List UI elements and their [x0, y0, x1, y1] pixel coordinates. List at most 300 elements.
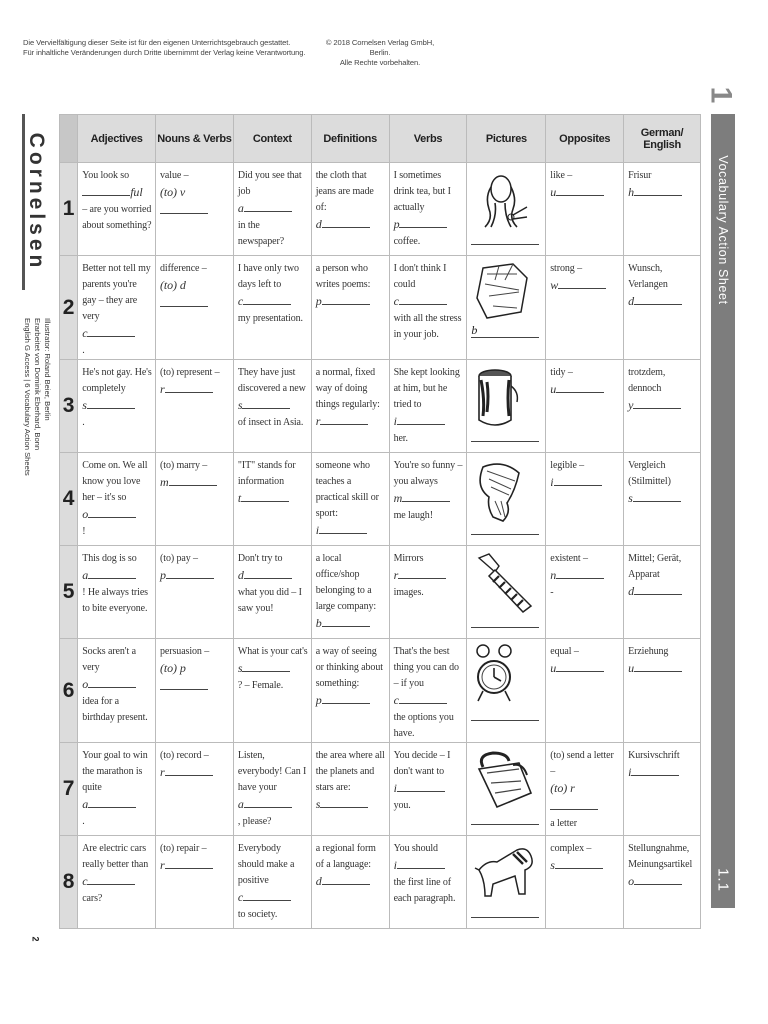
answer-blank[interactable]	[166, 567, 214, 579]
cell-content	[624, 256, 700, 311]
answer-blank[interactable]	[322, 615, 370, 627]
answer-letter: c	[393, 294, 399, 308]
answer-letter: i	[628, 765, 632, 779]
cell-pictures	[467, 256, 546, 360]
row-number: 4	[60, 453, 78, 546]
cell-content	[546, 639, 623, 678]
cell-verbs	[389, 743, 467, 836]
answer-field[interactable]	[550, 857, 620, 875]
answer-letter: s	[82, 398, 87, 412]
answer-letter: w	[550, 278, 559, 292]
answer-blank[interactable]	[87, 397, 135, 409]
answer-field[interactable]	[160, 277, 230, 313]
answer-field[interactable]	[82, 796, 152, 814]
cell-content	[234, 453, 311, 508]
cell-content	[312, 360, 389, 431]
prompt-text: existent –	[550, 553, 588, 564]
answer-field[interactable]	[238, 200, 308, 218]
answer-field[interactable]	[550, 567, 620, 585]
column-header: Opposites	[546, 115, 624, 163]
answer-blank[interactable]	[82, 184, 130, 196]
answer-letter: r	[160, 765, 165, 779]
prompt-text: Vergleich (Stilmittel)	[628, 460, 671, 487]
answer-blank[interactable]	[242, 660, 290, 672]
cell-content	[234, 256, 311, 327]
cell-german-english	[624, 743, 701, 836]
answer-field[interactable]	[160, 184, 230, 220]
answer-letter: o	[628, 874, 635, 888]
answer-field[interactable]	[316, 413, 386, 431]
prompt-text: You decide – I don't want to	[393, 750, 451, 777]
answer-line[interactable]	[471, 244, 539, 245]
column-header: Nouns & Verbs	[156, 115, 234, 163]
cell-german-english	[624, 836, 701, 929]
cell-context	[233, 639, 311, 743]
answer-letter: d	[315, 874, 322, 888]
prompt-text-after: images.	[393, 587, 424, 598]
answer-blank[interactable]	[87, 325, 135, 337]
answer-line[interactable]	[471, 917, 539, 918]
answer-line[interactable]	[471, 627, 539, 628]
cell-definitions	[311, 256, 389, 360]
cell-content	[312, 163, 389, 234]
cell-content	[546, 163, 623, 202]
answer-field[interactable]	[394, 293, 464, 311]
prompt-text: the cloth that jeans are made of:	[315, 170, 374, 213]
prompt-text: "IT" stands for information	[237, 460, 296, 487]
answer-blank[interactable]	[556, 567, 604, 579]
credit-series: English G Access | 6 Vocabulary Action Sheets	[23, 318, 32, 476]
answer-blank[interactable]	[243, 889, 291, 901]
cell-content	[312, 743, 389, 814]
answer-letter: (to) v	[160, 185, 186, 199]
cell-opposites	[546, 163, 624, 256]
picture-cell	[467, 743, 545, 829]
prompt-text-after: a letter	[550, 818, 577, 829]
picture-cell	[467, 256, 545, 342]
publisher-notice	[320, 38, 440, 68]
prompt-text: tidy –	[550, 367, 573, 378]
row-number: 2	[60, 256, 78, 360]
prompt-text: like –	[550, 170, 573, 181]
cell-content	[78, 639, 155, 726]
answer-field[interactable]	[238, 397, 308, 415]
cell-pictures	[467, 546, 546, 639]
answer-field[interactable]	[316, 522, 386, 540]
prompt-text-after: !	[82, 526, 86, 537]
page-number: 2	[30, 936, 41, 942]
prompt-text-after: .	[82, 417, 85, 428]
answer-line[interactable]	[471, 824, 539, 825]
answer-letter: c	[82, 874, 88, 888]
cell-verbs	[389, 639, 467, 743]
prompt-text-after: what you did – I saw you!	[237, 587, 302, 614]
answer-blank[interactable]	[399, 692, 447, 704]
prompt-text: I don't think I could	[393, 263, 447, 290]
answer-letter: b	[315, 616, 322, 630]
prompt-text: You look so	[82, 170, 129, 181]
cell-german-english	[624, 453, 701, 546]
answer-field[interactable]	[394, 857, 464, 875]
prompt-text: a way of seeing or thinking about something:	[315, 646, 383, 689]
answer-blank[interactable]	[322, 216, 370, 228]
prompt-text: Everybody should make a positive	[237, 843, 295, 886]
prompt-text: persuasion –	[160, 646, 210, 657]
answer-field[interactable]	[628, 490, 697, 508]
answer-field[interactable]	[550, 474, 620, 492]
cell-adjectives	[78, 256, 156, 360]
answer-blank[interactable]	[165, 381, 213, 393]
prompt-text: (to) repair –	[160, 843, 207, 854]
cell-adjectives	[78, 163, 156, 256]
answer-letter: d	[628, 584, 635, 598]
cell-content	[78, 163, 155, 234]
answer-blank[interactable]	[165, 764, 213, 776]
answer-blank[interactable]	[634, 660, 682, 672]
answer-blank[interactable]	[398, 567, 446, 579]
answer-letter: o	[82, 507, 89, 521]
answer-field[interactable]	[160, 857, 230, 875]
answer-blank[interactable]	[322, 293, 370, 305]
answer-blank[interactable]	[634, 873, 682, 885]
prompt-text: He's not gay. He's completely	[82, 367, 152, 394]
answer-field[interactable]	[160, 567, 230, 585]
answer-blank[interactable]	[634, 184, 682, 196]
table-row	[60, 163, 701, 256]
answer-field[interactable]	[160, 474, 230, 492]
answer-letter: a	[237, 797, 244, 811]
answer-blank[interactable]	[320, 413, 368, 425]
cell-verbs	[389, 453, 467, 546]
answer-line[interactable]	[471, 720, 539, 721]
table-row	[60, 256, 701, 360]
answer-blank[interactable]	[555, 857, 603, 869]
answer-blank[interactable]	[397, 413, 445, 425]
answer-letter: r	[160, 382, 165, 396]
cell-opposites	[546, 256, 624, 360]
answer-letter: r	[393, 568, 399, 582]
cell-content	[390, 453, 467, 524]
prompt-text-after: me laugh!	[393, 510, 433, 521]
answer-field[interactable]	[628, 660, 697, 678]
answer-field[interactable]	[82, 184, 152, 202]
prompt-text: Are electric cars really better than	[82, 843, 149, 870]
answer-blank[interactable]	[320, 796, 368, 808]
answer-letter: p	[393, 217, 400, 231]
answer-blank[interactable]	[244, 796, 292, 808]
answer-letter: r	[315, 414, 321, 428]
answer-letter: y	[628, 398, 634, 412]
answer-field[interactable]	[160, 660, 230, 696]
prompt-text: Erziehung	[628, 646, 669, 657]
answer-line[interactable]	[471, 534, 539, 535]
prompt-text: Your goal to win the marathon is quite	[82, 750, 148, 793]
answer-field[interactable]	[394, 490, 464, 508]
prompt-text: trotzdem, dennoch	[628, 367, 666, 394]
answer-letter: c	[237, 294, 244, 308]
prompt-text-after: – are you worried about something?	[82, 204, 152, 231]
prompt-text-after: idea for a birthday present.	[82, 696, 148, 723]
answer-blank[interactable]	[169, 474, 217, 486]
answer-letter: a	[237, 201, 244, 215]
cell-nouns-verbs	[156, 163, 234, 256]
prompt-text-after: ! He always tries to bite everyone.	[82, 587, 148, 614]
answer-blank[interactable]	[399, 293, 447, 305]
answer-blank[interactable]	[88, 506, 136, 518]
cell-content	[390, 836, 467, 907]
cell-pictures	[467, 836, 546, 929]
answer-blank[interactable]	[243, 293, 291, 305]
prompt-text: (to) record –	[160, 750, 209, 761]
prompt-text: (to) pay –	[160, 553, 198, 564]
table-row	[60, 639, 701, 743]
chapter-number: 1	[704, 86, 738, 104]
answer-blank[interactable]	[244, 200, 292, 212]
answer-field[interactable]	[316, 796, 386, 814]
prompt-text-after: the first line of each paragraph.	[393, 877, 456, 904]
answer-field[interactable]	[550, 277, 620, 295]
cell-nouns-verbs	[156, 546, 234, 639]
answer-field[interactable]	[82, 873, 152, 891]
answer-letter: c	[393, 693, 399, 707]
cell-content	[312, 256, 389, 311]
answer-letter: r	[160, 858, 165, 872]
answer-letter: u	[550, 185, 557, 199]
answer-field[interactable]	[394, 567, 464, 585]
prompt-text: She kept looking at him, but he tried to	[393, 367, 460, 410]
answer-field[interactable]	[394, 692, 464, 710]
cell-content	[312, 453, 389, 540]
publisher-line-1: © 2018 Cornelsen Verlag GmbH, Berlin.	[325, 38, 435, 57]
cell-content	[390, 743, 467, 814]
cell-content	[624, 743, 700, 782]
answer-blank[interactable]	[634, 583, 682, 595]
prompt-text: someone who teaches a practical skill or sport:	[315, 460, 379, 519]
answer-blank[interactable]	[634, 293, 682, 305]
prompt-text: a regional form of a language:	[315, 843, 376, 870]
cell-content	[546, 836, 623, 875]
answer-field[interactable]	[82, 567, 152, 585]
answer-blank[interactable]	[399, 216, 447, 228]
answer-field[interactable]	[550, 184, 620, 202]
answer-field[interactable]	[550, 780, 620, 816]
prompt-text: a person who writes poems:	[315, 263, 371, 290]
prompt-text: Stellungnahme, Meinungsartikel	[628, 843, 693, 870]
answer-field[interactable]	[82, 325, 152, 343]
answer-letter: i	[393, 858, 397, 872]
prompt-text: They have just discovered a new	[237, 367, 306, 394]
answer-field[interactable]	[160, 764, 230, 782]
answer-blank[interactable]	[558, 277, 606, 289]
answer-letter: d	[237, 568, 244, 582]
answer-field[interactable]	[628, 397, 697, 415]
cell-context	[233, 163, 311, 256]
answer-field[interactable]	[316, 615, 386, 633]
answer-field[interactable]	[238, 490, 308, 508]
answer-field[interactable]	[82, 676, 152, 694]
answer-field[interactable]	[82, 397, 152, 415]
answer-field[interactable]	[316, 293, 386, 311]
column-header: German/ English	[624, 115, 701, 163]
answer-blank[interactable]	[556, 381, 604, 393]
cell-content	[156, 256, 233, 313]
cell-content	[156, 743, 233, 782]
cell-content	[156, 546, 233, 585]
answer-field[interactable]	[394, 413, 464, 431]
cell-adjectives	[78, 453, 156, 546]
prompt-text: Wunsch, Verlangen	[628, 263, 668, 290]
cell-content	[78, 743, 155, 830]
cell-definitions	[311, 836, 389, 929]
answer-blank[interactable]	[319, 522, 367, 534]
prompt-text: Listen, everybody! Can I have your	[237, 750, 307, 793]
answer-letter: u	[628, 661, 635, 675]
answer-field[interactable]	[394, 216, 464, 234]
prompt-text: a local office/shop belonging to a large company:	[315, 553, 377, 612]
answer-field[interactable]	[550, 381, 620, 399]
answer-field[interactable]	[628, 873, 697, 891]
answer-blank[interactable]	[160, 202, 208, 214]
answer-blank[interactable]	[88, 676, 136, 688]
answer-letter: d	[315, 217, 322, 231]
cell-adjectives	[78, 546, 156, 639]
prompt-text: Socks aren't a very	[82, 646, 136, 673]
answer-line[interactable]	[471, 441, 539, 442]
answer-field[interactable]	[316, 692, 386, 710]
prompt-text-after: with all the stress in your job.	[393, 313, 462, 340]
credit-illustrator: Illustrator: Roland Beier, Berlin	[43, 318, 52, 421]
answer-letter: m	[160, 475, 169, 489]
answer-field[interactable]	[394, 780, 464, 798]
answer-blank[interactable]	[242, 397, 290, 409]
answer-blank[interactable]	[244, 567, 292, 579]
answer-field[interactable]	[628, 764, 697, 782]
answer-blank[interactable]	[633, 490, 681, 502]
cell-nouns-verbs	[156, 360, 234, 453]
cell-context	[233, 256, 311, 360]
cell-nouns-verbs	[156, 836, 234, 929]
answer-letter: s	[237, 398, 243, 412]
cell-content	[546, 453, 623, 492]
column-header: Pictures	[467, 115, 546, 163]
answer-field[interactable]	[316, 873, 386, 891]
answer-blank[interactable]	[160, 295, 208, 307]
answer-blank[interactable]	[88, 796, 136, 808]
answer-blank[interactable]	[165, 857, 213, 869]
prompt-text: equal –	[550, 646, 579, 657]
answer-blank[interactable]	[397, 780, 445, 792]
answer-field[interactable]	[238, 293, 308, 311]
answer-blank[interactable]	[556, 660, 604, 672]
cell-pictures	[467, 453, 546, 546]
table-row	[60, 836, 701, 929]
prompt-text-after: my presentation.	[237, 313, 303, 324]
answer-field[interactable]	[628, 184, 697, 202]
prompt-text-after: ? – Female.	[237, 680, 284, 691]
answer-field[interactable]	[238, 889, 308, 907]
cell-opposites	[546, 360, 624, 453]
answer-field[interactable]	[82, 506, 152, 524]
answer-blank[interactable]	[160, 678, 208, 690]
column-header: Context	[233, 115, 311, 163]
answer-blank[interactable]	[402, 490, 450, 502]
cell-pictures	[467, 743, 546, 836]
cell-context	[233, 546, 311, 639]
prompt-text-after: to society.	[237, 909, 278, 920]
cell-pictures	[467, 360, 546, 453]
answer-blank[interactable]	[556, 184, 604, 196]
cell-definitions	[311, 743, 389, 836]
prompt-text: I have only two days left to	[237, 263, 299, 290]
sheet-code: 1.1	[714, 868, 732, 892]
row-number: 6	[60, 639, 78, 743]
prompt-text: value –	[160, 170, 189, 181]
answer-line[interactable]	[471, 337, 539, 338]
cell-content	[624, 360, 700, 415]
answer-letter: s	[550, 858, 555, 872]
table-row	[60, 546, 701, 639]
answer-blank[interactable]	[631, 764, 679, 776]
cell-content	[78, 453, 155, 540]
answer-field[interactable]	[316, 216, 386, 234]
cell-german-english	[624, 639, 701, 743]
answer-blank[interactable]	[554, 474, 602, 486]
cell-context	[233, 453, 311, 546]
answer-letter: s	[628, 491, 633, 505]
cell-context	[233, 360, 311, 453]
answer-letter: p	[315, 294, 322, 308]
corner-cell	[60, 115, 78, 163]
prompt-text-after: the options you have.	[393, 712, 454, 739]
cell-content	[312, 836, 389, 891]
answer-blank[interactable]	[322, 873, 370, 885]
answer-field[interactable]	[628, 293, 697, 311]
answer-blank[interactable]	[397, 857, 445, 869]
cell-content	[390, 639, 467, 742]
prompt-text: complex –	[550, 843, 592, 854]
cell-content	[624, 836, 700, 891]
cell-verbs	[389, 360, 467, 453]
answer-field[interactable]	[160, 381, 230, 399]
prompt-text: (to) marry –	[160, 460, 208, 471]
prompt-text-after: her.	[393, 433, 408, 444]
cell-definitions	[311, 360, 389, 453]
answer-blank[interactable]	[322, 692, 370, 704]
answer-blank[interactable]	[550, 798, 598, 810]
answer-blank[interactable]	[241, 490, 289, 502]
answer-blank[interactable]	[88, 567, 136, 579]
prompt-text: Frisur	[628, 170, 652, 181]
answer-field[interactable]	[238, 660, 308, 678]
answer-field[interactable]	[628, 583, 697, 601]
cell-content	[624, 546, 700, 601]
cell-content	[234, 743, 311, 830]
cell-nouns-verbs	[156, 256, 234, 360]
answer-field[interactable]	[238, 796, 308, 814]
cell-opposites	[546, 743, 624, 836]
answer-letter: i	[550, 475, 554, 489]
answer-letter: b	[471, 323, 478, 337]
answer-field[interactable]	[550, 660, 620, 678]
answer-letter: c	[82, 326, 88, 340]
answer-blank[interactable]	[633, 397, 681, 409]
answer-blank[interactable]	[87, 873, 135, 885]
answer-letter: c	[237, 890, 244, 904]
cell-content	[234, 360, 311, 431]
answer-field[interactable]	[238, 567, 308, 585]
cell-nouns-verbs	[156, 743, 234, 836]
cell-verbs	[389, 256, 467, 360]
